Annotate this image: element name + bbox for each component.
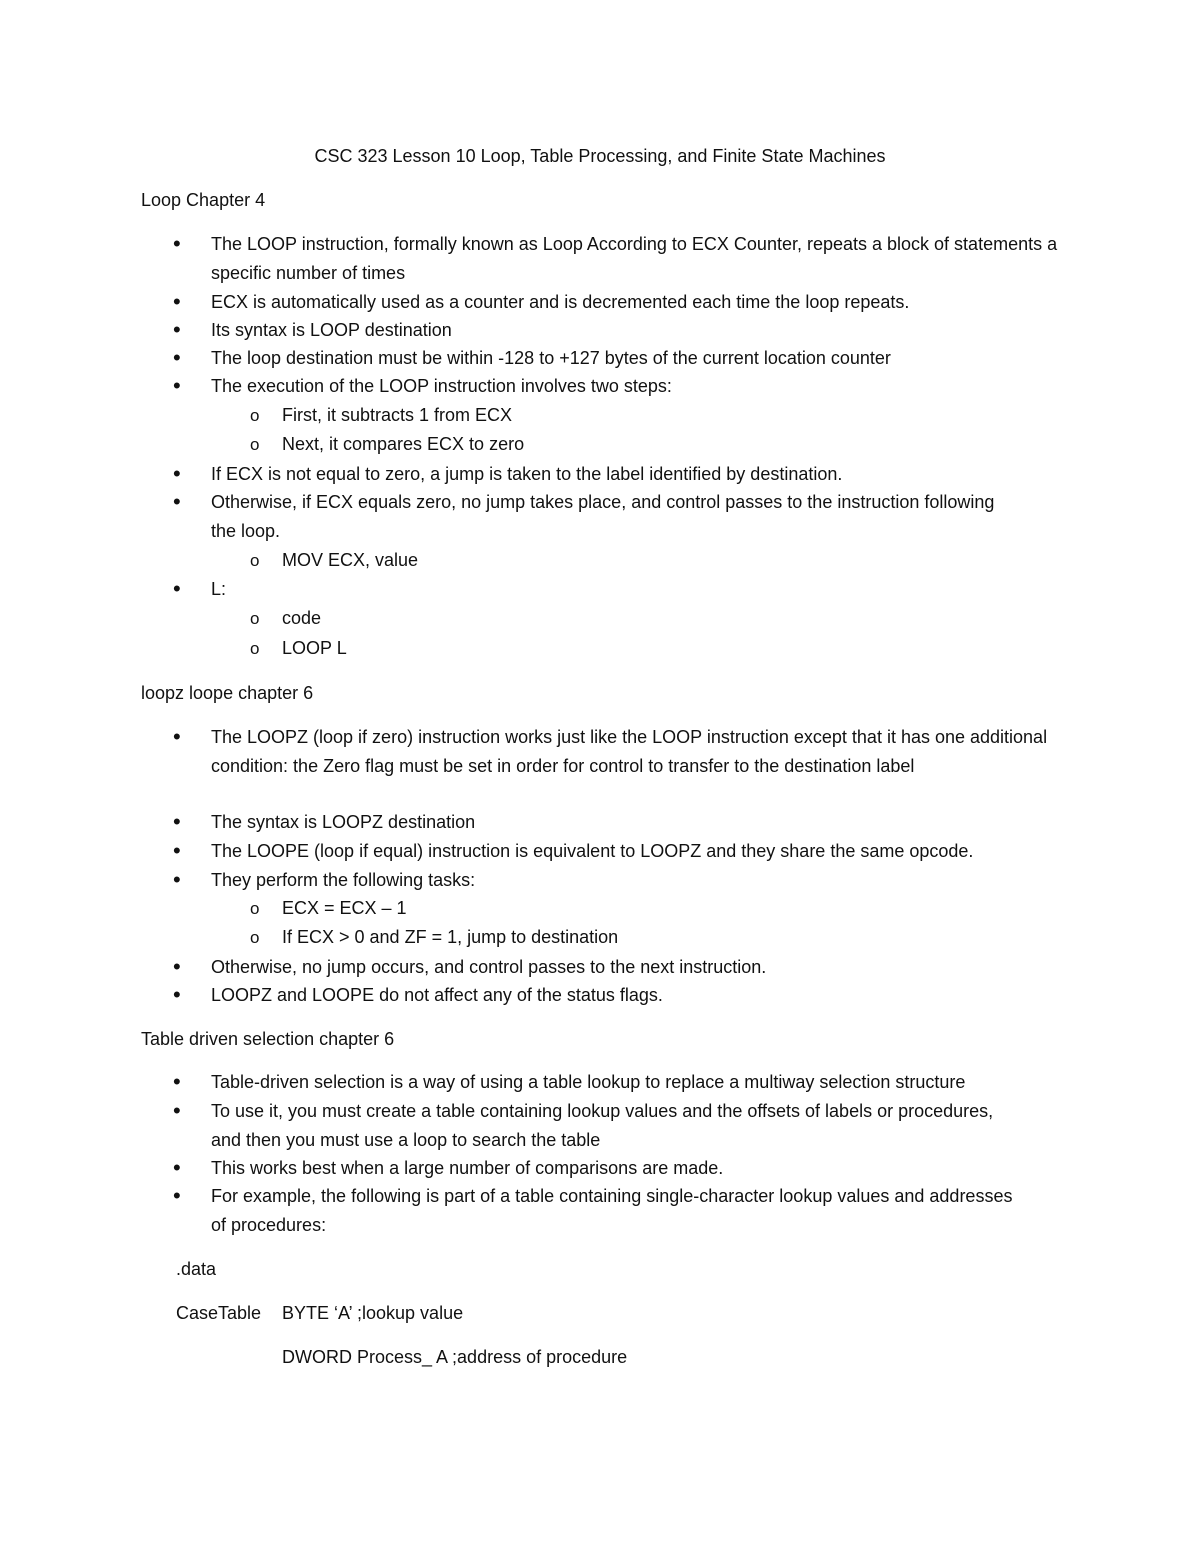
list-item: • If ECX is not equal to zero, a jump is taken to the label identified by destination. (211, 460, 1071, 489)
list-item: • For example, the following is part of a table containing single-character lookup values and addresses of procedures: (211, 1182, 1031, 1240)
section-heading-table-driven: Table driven selection chapter 6 (141, 1029, 395, 1049)
sub-list-item: o code (282, 604, 1062, 633)
list-item: • This works best when a large number of comparisons are made. (211, 1154, 1071, 1183)
list-item: • The LOOPZ (loop if zero) instruction works just like the LOOP instruction except that it has one additional condition: the Zero flag must be set in order for control to transfer to the destination label (211, 723, 1071, 781)
sub-list-item: o LOOP L (282, 634, 1062, 663)
code-label: CaseTable (176, 1303, 262, 1323)
code-line: BYTE ‘A’ ;lookup value (282, 1303, 464, 1323)
sub-list-item: o First, it subtracts 1 from ECX (282, 401, 1062, 430)
sub-list-item: o If ECX > 0 and ZF = 1, jump to destination (282, 923, 1062, 952)
list-item: • The execution of the LOOP instruction involves two steps: (211, 372, 1071, 401)
document-title: CSC 323 Lesson 10 Loop, Table Processing, and Finite State Machines (314, 146, 886, 166)
section-heading-loopz: loopz loope chapter 6 (141, 683, 314, 703)
list-item: • Otherwise, if ECX equals zero, no jump takes place, and control passes to the instruction following the loop. (211, 488, 1011, 546)
list-item: • The LOOP instruction, formally known as Loop According to ECX Counter, repeats a block of statements a specific number of times (211, 230, 1071, 288)
list-item: • ECX is automatically used as a counter and is decremented each time the loop repeats. (211, 288, 1071, 317)
list-item: • Table-driven selection is a way of using a table lookup to replace a multiway selection structure (211, 1068, 1071, 1097)
list-item: • LOOPZ and LOOPE do not affect any of the status flags. (211, 981, 1071, 1010)
list-item: • To use it, you must create a table containing lookup values and the offsets of labels or procedures, and then you must use a loop to search the table (211, 1097, 1011, 1155)
sub-list-item: o MOV ECX, value (282, 546, 1062, 575)
list-item: • Its syntax is LOOP destination (211, 316, 1071, 345)
sub-list-item: o ECX = ECX – 1 (282, 894, 1062, 923)
list-item: • They perform the following tasks: (211, 866, 1071, 895)
list-item: • The syntax is LOOPZ destination (211, 808, 1071, 837)
list-item: • L: (211, 575, 1071, 604)
sub-list-item: o Next, it compares ECX to zero (282, 430, 1062, 459)
code-data-directive: .data (176, 1259, 217, 1279)
list-item: • Otherwise, no jump occurs, and control passes to the next instruction. (211, 953, 1071, 982)
list-item: • The LOOPE (loop if equal) instruction is equivalent to LOOPZ and they share the same opcode. (211, 837, 1071, 866)
code-line: DWORD Process_ A ;address of procedure (282, 1347, 628, 1367)
list-item: • The loop destination must be within -128 to +127 bytes of the current location counter (211, 344, 1071, 373)
section-heading-loop: Loop Chapter 4 (141, 190, 266, 210)
